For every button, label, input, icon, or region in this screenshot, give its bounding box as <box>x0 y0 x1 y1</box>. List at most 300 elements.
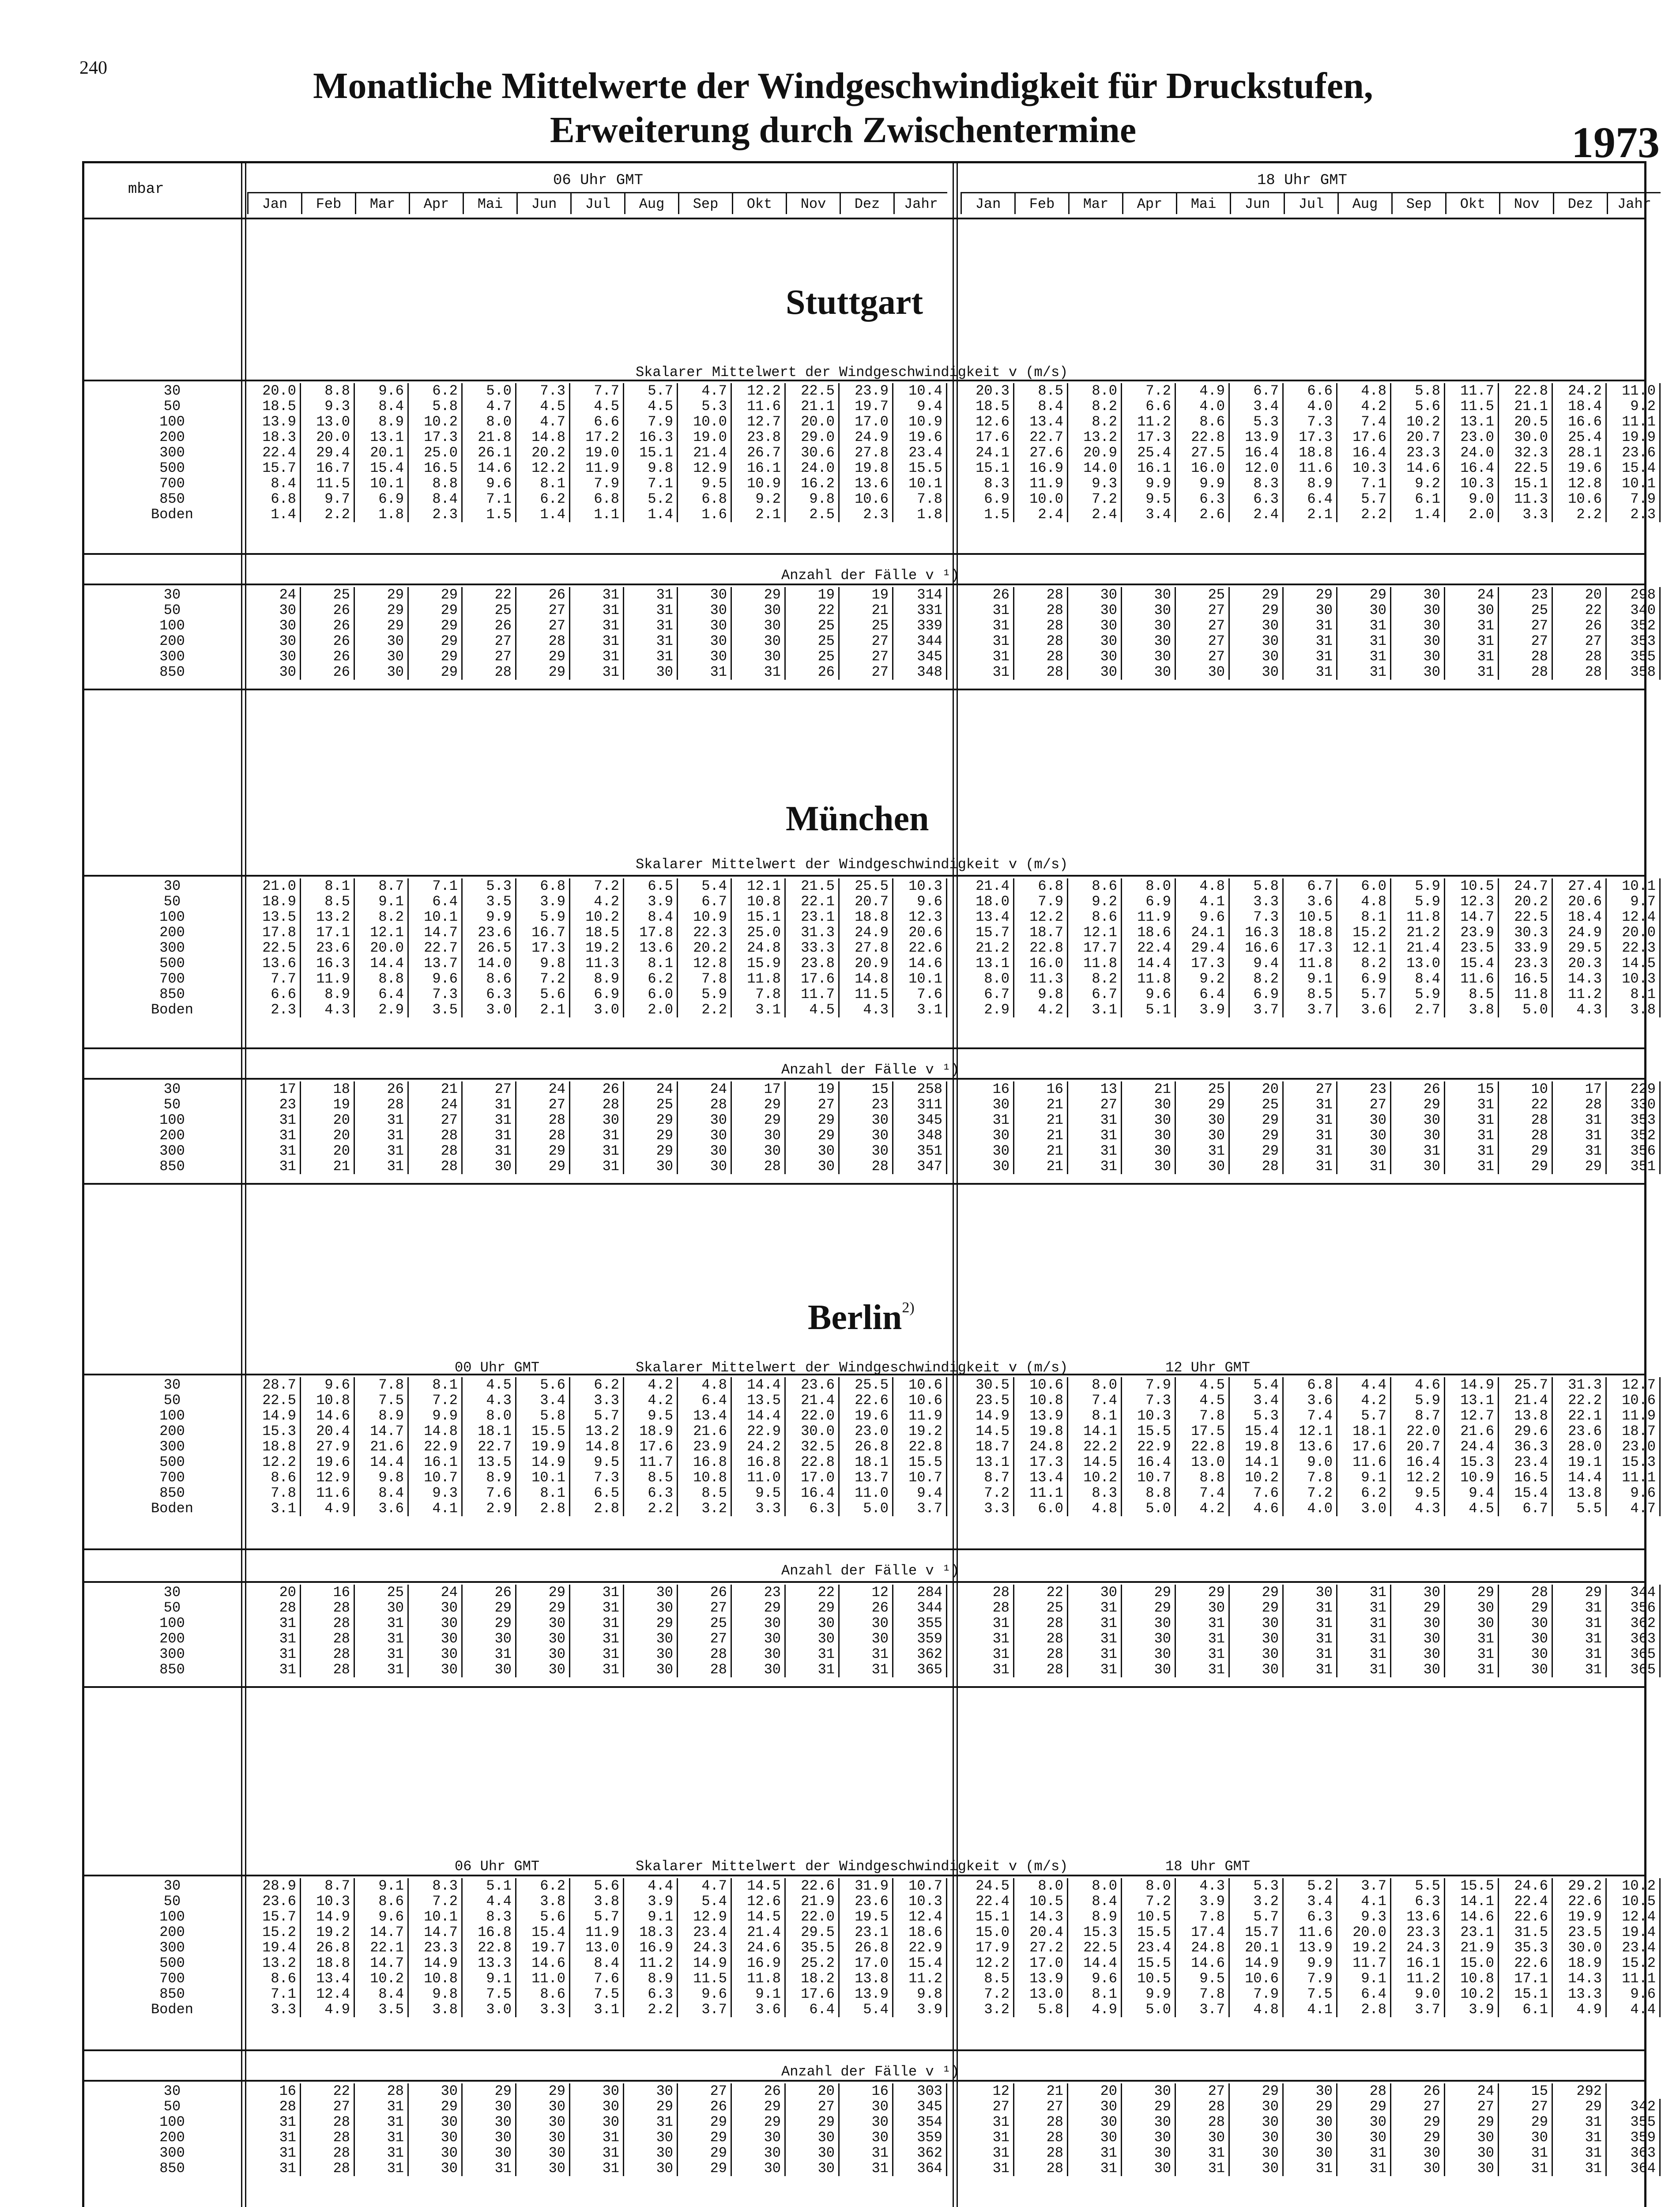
mean-cell: 14.7 <box>355 1925 409 1940</box>
mean-cell: 22.9 <box>732 1424 786 1439</box>
count-cell: 28 <box>1014 587 1068 603</box>
level-label: 100 <box>159 618 185 634</box>
mean-cell: 7.1 <box>463 491 516 507</box>
mean-cell: 9.4 <box>1230 956 1284 971</box>
mean-cell: 23.6 <box>301 940 355 956</box>
mean-cell: 24.9 <box>840 925 893 940</box>
count-cell: 27 <box>840 664 893 680</box>
mean-cell: 8.5 <box>961 1971 1014 1986</box>
count-cell: 31 <box>463 1646 516 1662</box>
count-cell: 30 <box>624 664 678 680</box>
count-cell: 30 <box>732 603 786 618</box>
mean-cell: 12.2 <box>516 460 570 476</box>
count-cell: 30 <box>1122 1128 1176 1143</box>
count-cell: 31 <box>463 2161 516 2176</box>
mean-cell: 3.7 <box>893 1501 947 1516</box>
mean-cell: 14.5 <box>732 1909 786 1925</box>
mean-cell: 30.0 <box>1499 429 1553 445</box>
mean-cell: 4.3 <box>840 1002 893 1017</box>
count-cell: 31 <box>1337 633 1391 649</box>
level-label: 850 <box>159 986 185 1002</box>
count-cell: 355 <box>893 1616 947 1631</box>
count-cell: 31 <box>1284 1128 1337 1143</box>
mean-cell: 15.1 <box>624 445 678 460</box>
mean-cell: 2.3 <box>840 507 893 522</box>
mean-cell: 4.4 <box>624 1878 678 1894</box>
mean-cell: 10.1 <box>893 971 947 987</box>
mean-cell: 8.4 <box>355 1485 409 1501</box>
month-header-cell: Aug <box>624 192 678 214</box>
mean-cell: 4.2 <box>1337 1393 1391 1408</box>
count-cell: 359 <box>893 1631 947 1646</box>
mean-cell: 9.7 <box>1607 894 1661 909</box>
mean-cell: 17.2 <box>570 429 624 445</box>
mean-cell: 10.9 <box>893 414 947 429</box>
mean-cell: 31.3 <box>1553 1377 1607 1393</box>
mean-cell: 17.1 <box>301 925 355 940</box>
mean-table-title: Skalarer Mittelwert der Windgeschwindigkeit v (m/s) <box>636 364 1068 380</box>
mean-cell: 12.3 <box>1445 894 1499 909</box>
mean-cell: 6.2 <box>624 971 678 987</box>
mean-cell: 18.9 <box>247 894 301 909</box>
mean-cell: 7.8 <box>247 1485 301 1501</box>
count-cell: 30 <box>732 618 786 633</box>
mean-cell: 4.4 <box>1607 2002 1661 2017</box>
mean-cell: 6.3 <box>786 1501 840 1516</box>
mean-cell: 21.1 <box>786 399 840 414</box>
mean-cell: 18.5 <box>961 399 1014 414</box>
mean-cell: 31.3 <box>786 925 840 940</box>
mean-cell: 19.8 <box>1014 1424 1068 1439</box>
level-label: 850 <box>159 1158 185 1175</box>
count-cell: 29 <box>678 2161 732 2176</box>
count-cell: 27 <box>1176 618 1230 633</box>
mean-cell: 3.6 <box>355 1501 409 1516</box>
mean-cell: 8.5 <box>1284 987 1337 1002</box>
count-cell: 364 <box>893 2161 947 2176</box>
mean-cell: 30.0 <box>1553 1940 1607 1955</box>
count-cell: 26 <box>678 1585 732 1600</box>
mean-cell: 7.6 <box>1230 1485 1284 1501</box>
count-cell: 31 <box>1337 1600 1391 1616</box>
mean-cell: 23.3 <box>1391 1925 1445 1940</box>
count-cell: 31 <box>247 1631 301 1646</box>
rule <box>82 2049 1646 2051</box>
count-cell: 30 <box>624 1631 678 1646</box>
count-cell: 17 <box>1553 1081 1607 1097</box>
count-cell: 31 <box>1445 664 1499 680</box>
level-label: 700 <box>159 1469 185 1486</box>
mean-cell: 11.8 <box>1284 956 1337 971</box>
mean-cell: 10.6 <box>1230 1971 1284 1986</box>
count-cell: 31 <box>961 633 1014 649</box>
mean-cell: 14.9 <box>516 1454 570 1470</box>
mean-cell: 2.3 <box>1607 507 1661 522</box>
mean-cell: 21.4 <box>678 445 732 460</box>
mean-cell: 10.1 <box>516 1470 570 1485</box>
mean-cell: 2.2 <box>1337 507 1391 522</box>
count-cell: 30 <box>1122 1097 1176 1112</box>
mean-cell: 19.9 <box>516 1439 570 1454</box>
count-cell: 30 <box>678 649 732 664</box>
mean-cell: 17.6 <box>624 1439 678 1454</box>
mean-cell: 15.7 <box>961 925 1014 940</box>
mean-cell: 7.4 <box>1284 1408 1337 1424</box>
mean-cell: 13.1 <box>1445 1393 1499 1408</box>
count-cell: 29 <box>1122 1600 1176 1616</box>
count-cell: 31 <box>355 2130 409 2145</box>
count-cell: 30 <box>1284 2130 1337 2145</box>
count-cell: 25 <box>624 1097 678 1112</box>
mean-cell: 33.3 <box>786 940 840 956</box>
mean-cell: 2.4 <box>1230 507 1284 522</box>
mean-cell: 3.3 <box>247 2002 301 2017</box>
count-cell: 30 <box>1499 1662 1553 1677</box>
mean-cell: 15.4 <box>516 1925 570 1940</box>
mean-cell: 7.7 <box>570 383 624 399</box>
count-cell: 30 <box>678 603 732 618</box>
count-cell: 31 <box>1553 2161 1607 2176</box>
mean-cell: 2.8 <box>570 1501 624 1516</box>
mean-cell: 31.5 <box>1499 1925 1553 1940</box>
level-label: 300 <box>159 648 185 665</box>
mean-cell: 11.9 <box>893 1408 947 1424</box>
rule <box>82 1581 1646 1583</box>
mean-cell: 28.9 <box>247 1878 301 1894</box>
count-cell: 30 <box>1122 2130 1176 2145</box>
count-cell: 31 <box>1553 2145 1607 2161</box>
mean-cell: 8.0 <box>1122 878 1176 894</box>
mean-cell: 25.5 <box>840 1377 893 1393</box>
mean-cell: 19.4 <box>1607 1925 1661 1940</box>
city-name: München <box>786 799 929 838</box>
count-cell: 31 <box>463 1143 516 1159</box>
mean-cell: 9.6 <box>1607 1485 1661 1501</box>
mean-cell: 6.7 <box>1230 383 1284 399</box>
mean-cell: 7.4 <box>1337 414 1391 429</box>
mean-cell: 6.4 <box>409 894 463 909</box>
count-cell: 28 <box>1499 1585 1553 1600</box>
count-cell: 29 <box>409 664 463 680</box>
count-cell: 314 <box>893 587 947 603</box>
count-cell: 363 <box>1607 1631 1661 1646</box>
mean-cell: 10.3 <box>1122 1408 1176 1424</box>
mean-cell: 4.8 <box>1230 2002 1284 2017</box>
count-cell: 31 <box>570 1159 624 1174</box>
count-cell: 22 <box>786 1585 840 1600</box>
count-cell: 27 <box>409 1112 463 1128</box>
count-cell: 30 <box>1230 1631 1284 1646</box>
count-cell: 31 <box>570 2130 624 2145</box>
count-cell: 27 <box>1499 618 1553 633</box>
count-cell: 17 <box>732 1081 786 1097</box>
count-cell: 347 <box>893 1159 947 1174</box>
count-cell: 30 <box>624 1159 678 1174</box>
count-cell: 31 <box>678 664 732 680</box>
mean-cell: 6.2 <box>516 491 570 507</box>
mean-cell: 6.8 <box>570 491 624 507</box>
count-cell: 30 <box>732 2145 786 2161</box>
count-cell: 30 <box>1122 2161 1176 2176</box>
mean-cell: 17.6 <box>961 429 1014 445</box>
count-cell: 345 <box>893 2099 947 2114</box>
mean-cell: 22.1 <box>355 1940 409 1955</box>
count-cell: 27 <box>1176 2083 1230 2099</box>
count-cell: 31 <box>247 1662 301 1677</box>
mean-cell: 10.8 <box>301 1393 355 1408</box>
mean-cell: 3.4 <box>516 1393 570 1408</box>
mean-cell: 12.9 <box>678 460 732 476</box>
count-cell: 30 <box>463 1631 516 1646</box>
count-cell: 27 <box>1176 649 1230 664</box>
mean-cell: 8.5 <box>301 894 355 909</box>
mean-cell: 20.6 <box>1553 894 1607 909</box>
mean-cell: 16.1 <box>409 1454 463 1470</box>
count-cell: 31 <box>1445 633 1499 649</box>
mean-cell: 8.5 <box>678 1485 732 1501</box>
count-cell: 30 <box>786 1143 840 1159</box>
city-name: Stuttgart <box>786 283 923 322</box>
mean-cell: 13.7 <box>840 1470 893 1485</box>
mean-cell: 25.4 <box>1122 445 1176 460</box>
mean-cell: 9.5 <box>732 1485 786 1501</box>
mean-cell: 9.1 <box>1337 1470 1391 1485</box>
count-cell: 23 <box>840 1097 893 1112</box>
count-cell: 30 <box>678 587 732 603</box>
mean-cell: 7.2 <box>570 878 624 894</box>
count-cell: 28 <box>301 2145 355 2161</box>
count-cell: 30 <box>1068 664 1122 680</box>
mean-cell: 8.4 <box>247 476 301 491</box>
mean-cell: 9.6 <box>355 1909 409 1925</box>
count-cell: 16 <box>247 2083 301 2099</box>
count-cell: 356 <box>1607 1143 1661 1159</box>
level-label: 30 <box>163 1584 181 1601</box>
mean-cell: 4.4 <box>463 1894 516 1909</box>
mean-cell: 26.8 <box>301 1940 355 1955</box>
mean-cell: 11.6 <box>1284 1925 1337 1940</box>
count-cell: 30 <box>1284 2145 1337 2161</box>
count-cell: 29 <box>1176 1097 1230 1112</box>
mean-cell: 14.6 <box>516 1955 570 1971</box>
count-cell: 30 <box>1284 1585 1337 1600</box>
mean-cell: 8.9 <box>463 1470 516 1485</box>
mean-cell: 22.7 <box>1014 429 1068 445</box>
mean-cell: 10.6 <box>893 1393 947 1408</box>
count-cell: 28 <box>516 1112 570 1128</box>
mean-cell: 12.7 <box>732 414 786 429</box>
level-label: 30 <box>163 1377 181 1393</box>
count-cell: 31 <box>355 1159 409 1174</box>
mean-cell: 22.8 <box>893 1439 947 1454</box>
count-cell: 30 <box>1230 2114 1284 2130</box>
mean-cell: 12.8 <box>678 956 732 971</box>
count-cell: 28 <box>961 1585 1014 1600</box>
mean-cell: 7.2 <box>961 1485 1014 1501</box>
rule <box>82 1183 1646 1185</box>
count-cell: 30 <box>678 1128 732 1143</box>
mean-cell: 5.7 <box>570 1408 624 1424</box>
mean-cell: 16.5 <box>409 460 463 476</box>
count-cell: 29 <box>1230 1112 1284 1128</box>
mean-cell: 29.0 <box>786 429 840 445</box>
count-cell: 29 <box>516 2083 570 2099</box>
mean-cell: 9.1 <box>1337 1971 1391 1986</box>
mean-cell: 12.7 <box>1607 1377 1661 1393</box>
count-cell: 30 <box>840 1143 893 1159</box>
mean-cell: 8.8 <box>409 476 463 491</box>
mean-cell: 7.6 <box>570 1971 624 1986</box>
count-cell: 31 <box>355 1112 409 1128</box>
mean-cell: 3.7 <box>1176 2002 1230 2017</box>
count-cell: 29 <box>786 1600 840 1616</box>
mean-cell: 7.2 <box>516 971 570 987</box>
mean-cell: 28.0 <box>1553 1439 1607 1454</box>
mean-cell: 13.6 <box>1391 1909 1445 1925</box>
group-header-right: 18 Uhr GMT <box>1257 172 1348 189</box>
count-cell: 30 <box>786 1616 840 1631</box>
month-header-cell: Feb <box>1014 192 1068 214</box>
mean-cell: 9.0 <box>1445 491 1499 507</box>
mean-cell: 3.9 <box>624 1894 678 1909</box>
mean-cell: 10.3 <box>893 878 947 894</box>
count-cell: 29 <box>1553 1585 1607 1600</box>
mean-cell: 23.8 <box>732 429 786 445</box>
mean-cell: 10.3 <box>1607 971 1661 987</box>
mean-cell: 22.4 <box>1122 940 1176 956</box>
count-cell: 26 <box>1553 618 1607 633</box>
count-cell: 27 <box>786 2099 840 2114</box>
count-cell: 30 <box>1068 633 1122 649</box>
count-cell: 31 <box>247 2114 301 2130</box>
count-cell: 25 <box>786 649 840 664</box>
mean-cell: 11.7 <box>786 987 840 1002</box>
count-cell: 30 <box>463 1662 516 1677</box>
mean-cell: 1.6 <box>678 507 732 522</box>
rule <box>82 1686 1646 1688</box>
mean-cell: 2.8 <box>1337 2002 1391 2017</box>
count-cell: 29 <box>1230 2083 1284 2099</box>
mean-cell: 12.1 <box>1284 1424 1337 1439</box>
count-cell: 30 <box>732 1616 786 1631</box>
count-cell: 28 <box>1014 649 1068 664</box>
count-cell: 26 <box>732 2083 786 2099</box>
count-cell: 344 <box>1607 1585 1661 1600</box>
level-label: 200 <box>159 1924 185 1940</box>
count-cell: 28 <box>1553 1097 1607 1112</box>
mean-cell: 7.1 <box>1337 476 1391 491</box>
mean-cell: 6.9 <box>961 491 1014 507</box>
count-cell: 31 <box>1445 1097 1499 1112</box>
mean-cell: 6.0 <box>1337 878 1391 894</box>
mean-cell: 5.6 <box>516 1377 570 1393</box>
mean-cell: 23.5 <box>1445 940 1499 956</box>
mean-cell: 27.5 <box>1176 445 1230 460</box>
count-cell: 29 <box>786 1128 840 1143</box>
mean-cell: 9.8 <box>624 460 678 476</box>
mean-cell: 18.1 <box>840 1454 893 1470</box>
count-cell: 25 <box>786 633 840 649</box>
count-cell: 31 <box>1337 1646 1391 1662</box>
mean-cell: 33.9 <box>1499 940 1553 956</box>
mean-cell: 13.4 <box>961 909 1014 925</box>
count-cell: 31 <box>961 2161 1014 2176</box>
count-cell: 31 <box>1337 2161 1391 2176</box>
level-label: 500 <box>159 955 185 972</box>
count-cell: 29 <box>1499 1600 1553 1616</box>
count-cell: 27 <box>1284 1081 1337 1097</box>
level-label: 300 <box>159 2145 185 2161</box>
mean-cell: 14.6 <box>301 1408 355 1424</box>
level-label: 300 <box>159 1646 185 1662</box>
month-header-cell: Jul <box>570 192 624 214</box>
mean-cell: 14.8 <box>570 1439 624 1454</box>
count-cell: 28 <box>301 2114 355 2130</box>
count-cell: 24 <box>247 587 301 603</box>
mean-cell: 8.1 <box>1607 987 1661 1002</box>
count-cell: 31 <box>355 2161 409 2176</box>
count-cell: 28 <box>1014 1616 1068 1631</box>
mean-cell: 8.9 <box>624 1971 678 1986</box>
mean-cell: 10.6 <box>1553 491 1607 507</box>
level-label: 200 <box>159 2129 185 2146</box>
count-cell: 29 <box>516 1143 570 1159</box>
month-header-cell: Okt <box>732 192 786 214</box>
count-cell: 29 <box>786 2114 840 2130</box>
mean-cell: 13.0 <box>301 414 355 429</box>
level-label: 300 <box>159 1143 185 1159</box>
count-cell: 30 <box>1445 1616 1499 1631</box>
mean-cell: 8.6 <box>355 1894 409 1909</box>
mean-cell: 7.1 <box>409 878 463 894</box>
city-heading <box>808 1298 915 1338</box>
count-cell: 27 <box>463 1081 516 1097</box>
mean-cell: 5.9 <box>516 909 570 925</box>
count-cell: 31 <box>1068 1112 1122 1128</box>
mean-cell: 24.6 <box>1499 1878 1553 1894</box>
month-header-cell: Sep <box>678 192 732 214</box>
count-cell: 12 <box>840 1585 893 1600</box>
mean-cell: 7.1 <box>247 1986 301 2002</box>
mean-cell: 6.3 <box>624 1485 678 1501</box>
count-cell: 24 <box>624 1081 678 1097</box>
mean-cell: 8.4 <box>1391 971 1445 987</box>
mean-cell: 7.9 <box>1014 894 1068 909</box>
count-cell: 29 <box>1284 587 1337 603</box>
level-label: 850 <box>159 1485 185 1501</box>
count-cell: 24 <box>516 1081 570 1097</box>
mean-cell: 13.0 <box>1391 956 1445 971</box>
mean-cell: 6.9 <box>1230 987 1284 1002</box>
count-cell: 30 <box>840 2114 893 2130</box>
mean-cell: 2.1 <box>516 1002 570 1017</box>
mean-cell: 16.7 <box>516 925 570 940</box>
count-cell: 340 <box>1607 603 1661 618</box>
count-cell: 31 <box>961 664 1014 680</box>
count-cell: 31 <box>355 1662 409 1677</box>
level-label: 30 <box>163 878 181 894</box>
mean-cell: 13.1 <box>961 956 1014 971</box>
mean-cell: 14.9 <box>961 1408 1014 1424</box>
count-cell: 27 <box>516 618 570 633</box>
mean-cell: 8.2 <box>1068 414 1122 429</box>
count-cell: 30 <box>732 1631 786 1646</box>
mean-cell: 9.1 <box>355 894 409 909</box>
count-cell: 30 <box>1230 1662 1284 1677</box>
count-cell: 31 <box>624 649 678 664</box>
mean-cell: 15.1 <box>961 1909 1014 1925</box>
mean-cell: 1.4 <box>1391 507 1445 522</box>
